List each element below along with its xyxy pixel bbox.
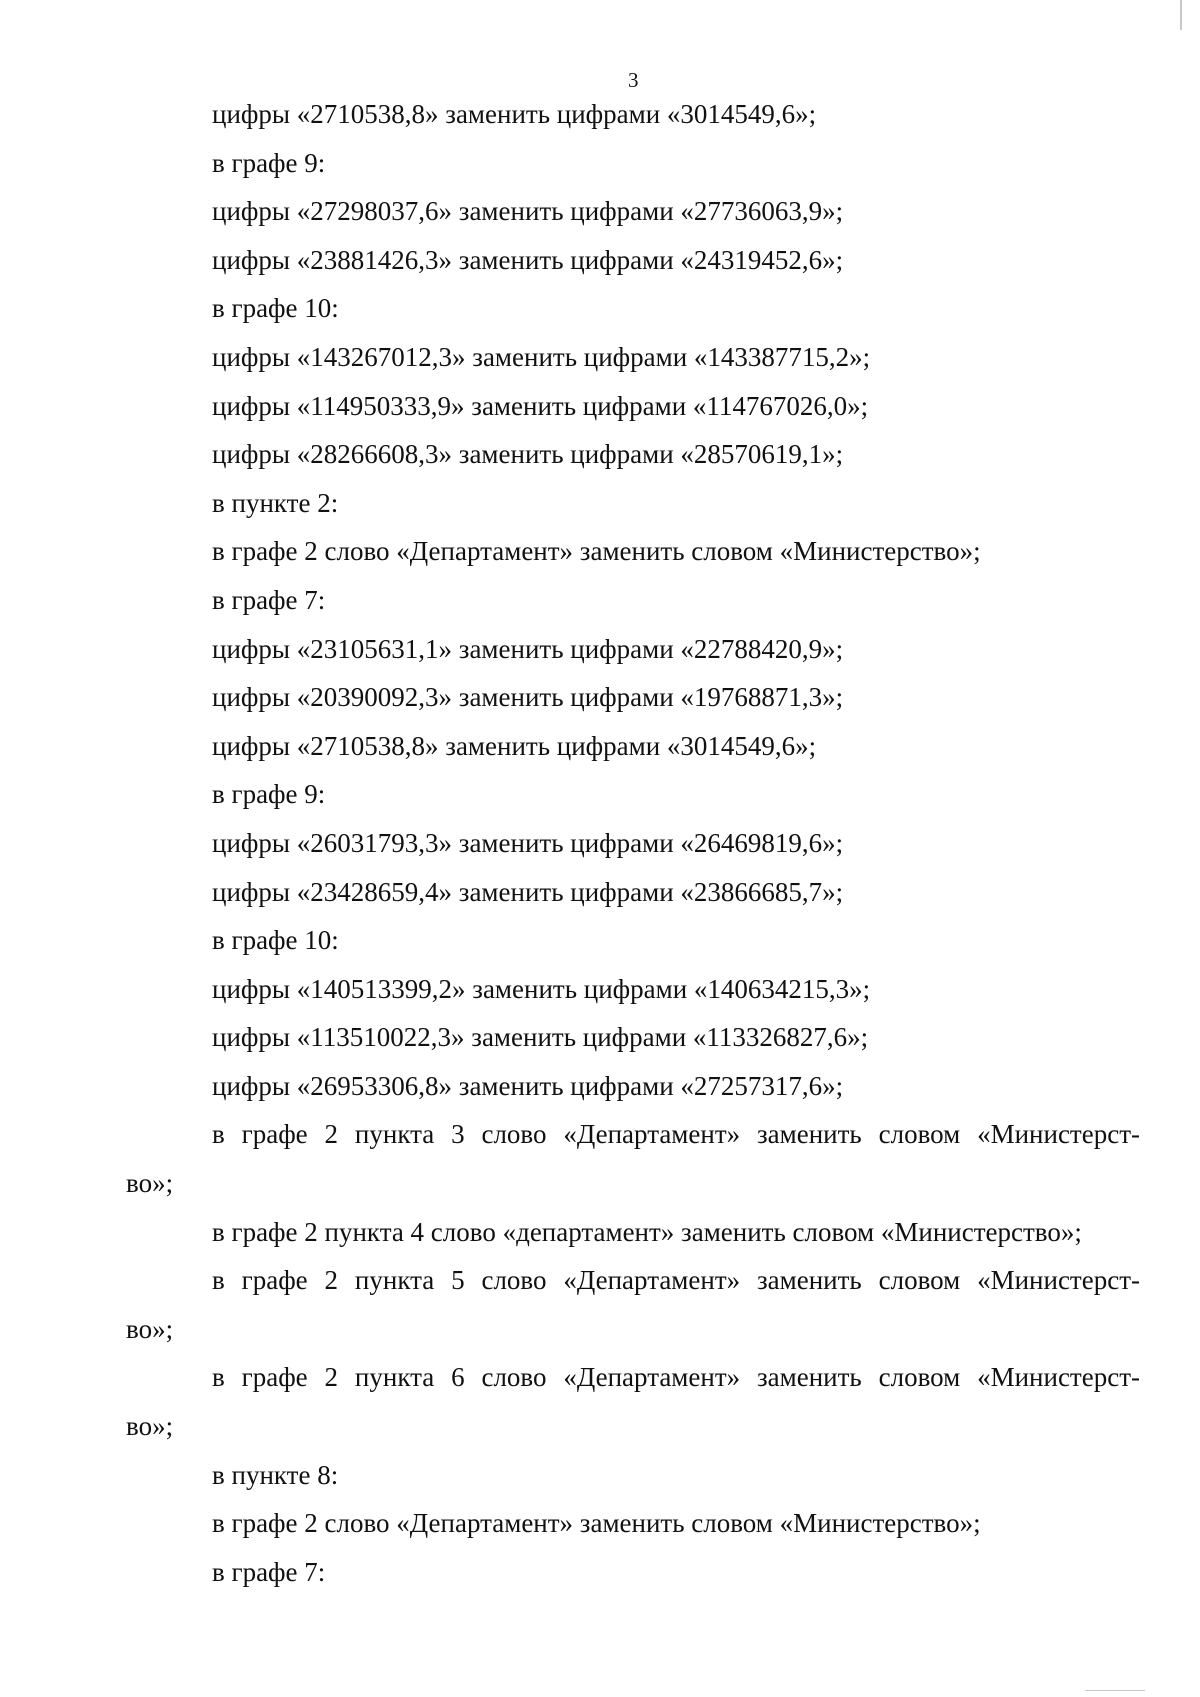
text-line: цифры «23881426,3» заменить цифрами «24319452,6»; <box>212 244 844 275</box>
text-line: в графе 2 пункта 5 слово «Департамент» заменить словом «Министерст- <box>212 1265 1140 1296</box>
text-line: в графе 2 слово «Департамент» заменить словом «Министерство»; <box>212 536 981 567</box>
text-line: цифры «2710538,8» заменить цифрами «3014549,6»; <box>212 730 817 761</box>
text-line: в графе 7: <box>212 584 326 615</box>
text-line: цифры «28266608,3» заменить цифрами «28570619,1»; <box>212 439 844 470</box>
page-number: 3 <box>628 68 639 92</box>
text-line: в графе 2 пункта 4 слово «департамент» заменить словом «Министерство»; <box>212 1216 1082 1247</box>
text-line: в пункте 2: <box>212 487 339 518</box>
text-line: в графе 2 пункта 3 слово «Департамент» заменить словом «Министерст- <box>212 1119 1140 1150</box>
scan-edge-mark <box>1085 1690 1145 1691</box>
text-line: в графе 9: <box>212 147 326 178</box>
text-line: во»; <box>126 1168 174 1199</box>
text-line: в графе 2 слово «Департамент» заменить словом «Министерство»; <box>212 1508 981 1539</box>
text-line: цифры «2710538,8» заменить цифрами «3014549,6»; <box>212 99 817 129</box>
text-line: в графе 10: <box>212 925 339 956</box>
text-line: во»; <box>126 1313 174 1344</box>
text-line: цифры «140513399,2» заменить цифрами «140634215,3»; <box>212 973 871 1004</box>
text-line: цифры «23428659,4» заменить цифрами «23866685,7»; <box>212 876 844 907</box>
text-line: цифры «23105631,1» заменить цифрами «22788420,9»; <box>212 633 844 664</box>
text-line: цифры «20390092,3» заменить цифрами «19768871,3»; <box>212 682 844 713</box>
text-line: в графе 2 пункта 6 слово «Департамент» заменить словом «Министерст- <box>212 1362 1140 1393</box>
scan-edge-mark <box>1180 0 1182 30</box>
text-line: цифры «26031793,3» заменить цифрами «26469819,6»; <box>212 827 844 858</box>
text-line: в графе 9: <box>212 779 326 810</box>
text-line: цифры «113510022,3» заменить цифрами «113326827,6»; <box>212 1022 869 1053</box>
text-line: в графе 7: <box>212 1556 326 1587</box>
text-line: цифры «27298037,6» заменить цифрами «27736063,9»; <box>212 196 844 227</box>
text-line: цифры «114950333,9» заменить цифрами «114767026,0»; <box>212 390 869 421</box>
text-line: цифры «143267012,3» заменить цифрами «143387715,2»; <box>212 341 871 372</box>
text-line: во»; <box>126 1411 174 1442</box>
text-line: в пункте 8: <box>212 1459 339 1490</box>
text-line: в графе 10: <box>212 293 339 324</box>
text-line: цифры «26953306,8» заменить цифрами «27257317,6»; <box>212 1070 844 1101</box>
document-body <box>126 90 1140 1596</box>
